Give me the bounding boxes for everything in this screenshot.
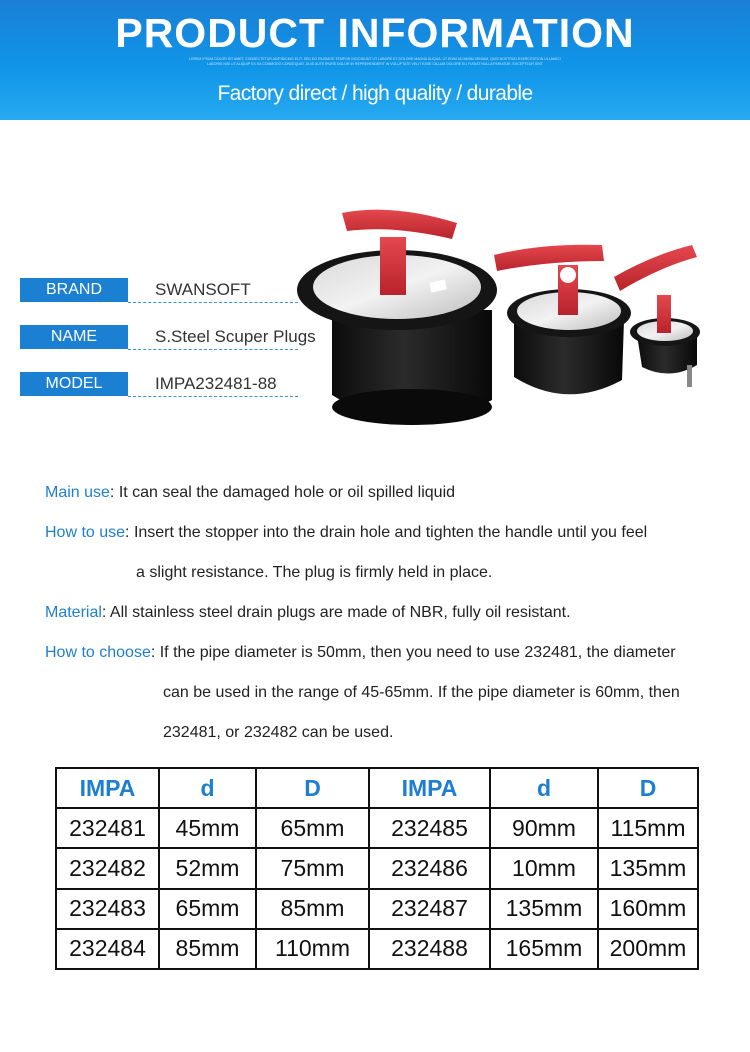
table-cell: 165mm — [490, 929, 598, 969]
table-cell: 65mm — [159, 889, 256, 929]
spec-label-brand: BRAND — [20, 278, 128, 302]
table-cell: 65mm — [256, 808, 369, 848]
spec-row-model — [20, 372, 320, 398]
table-cell: 232486 — [369, 848, 490, 888]
desc-how-to-use-cont: a slight resistance. The plug is firmly held in place. — [136, 564, 493, 581]
table-header: IMPA — [56, 768, 159, 808]
table-cell: 232482 — [56, 848, 159, 888]
table-cell: 232485 — [369, 808, 490, 848]
table-cell: 45mm — [159, 808, 256, 848]
table-header: D — [598, 768, 698, 808]
table-cell: 160mm — [598, 889, 698, 929]
desc-main-use — [45, 484, 745, 502]
desc-material — [45, 604, 745, 622]
spec-row-name — [20, 325, 320, 351]
table-cell: 135mm — [598, 848, 698, 888]
table-cell: 10mm — [490, 848, 598, 888]
table-row — [56, 848, 698, 888]
table-header: D — [256, 768, 369, 808]
table-header: d — [159, 768, 256, 808]
table-cell: 200mm — [598, 929, 698, 969]
desc-key: Material — [45, 604, 102, 621]
table-cell: 52mm — [159, 848, 256, 888]
table-row — [56, 889, 698, 929]
table-cell: 110mm — [256, 929, 369, 969]
desc-key: How to choose — [45, 644, 151, 661]
table-cell: 232488 — [369, 929, 490, 969]
table-cell: 85mm — [159, 929, 256, 969]
plug-large — [297, 210, 497, 425]
spec-divider — [128, 349, 298, 350]
page-title: PRODUCT INFORMATION — [115, 10, 635, 56]
table-header-row — [56, 768, 698, 808]
plug-medium — [494, 245, 631, 395]
size-table — [55, 767, 699, 970]
spec-value-brand: SWANSOFT — [155, 280, 251, 299]
spec-value-model: IMPA232481-88 — [155, 374, 277, 393]
table-cell: 135mm — [490, 889, 598, 929]
table-cell: 232484 — [56, 929, 159, 969]
table-cell: 115mm — [598, 808, 698, 848]
desc-key: How to use — [45, 524, 126, 541]
spec-label-name: NAME — [20, 325, 128, 349]
table-cell: 85mm — [256, 889, 369, 929]
spec-label-model: MODEL — [20, 372, 128, 396]
table-cell: 232483 — [56, 889, 159, 929]
desc-how-to-choose-cont1: can be used in the range of 45-65mm. If the pipe diameter is 60mm, then — [163, 684, 680, 701]
table-header: IMPA — [369, 768, 490, 808]
table-header: d — [490, 768, 598, 808]
desc-key: Main use — [45, 484, 110, 501]
desc-how-to-choose-cont2: 232481, or 232482 can be used. — [163, 724, 394, 741]
desc-how-to-use — [45, 524, 745, 542]
table-cell: 232487 — [369, 889, 490, 929]
desc-text: : If the pipe diameter is 50mm, then you need to use 232481, the diameter — [150, 644, 676, 661]
table-cell: 232481 — [56, 808, 159, 848]
desc-text: : It can seal the damaged hole or oil spilled liquid — [109, 484, 456, 501]
desc-text: : All stainless steel drain plugs are made of NBR, fully oil resistant. — [101, 604, 571, 621]
spec-row-brand — [20, 278, 320, 304]
header-banner — [0, 0, 750, 120]
spec-divider — [128, 396, 298, 397]
spec-divider — [128, 302, 298, 303]
table-row — [56, 929, 698, 969]
product-image — [292, 195, 732, 445]
banner-subtitle: Factory direct / high quality / durable — [217, 82, 533, 105]
table-row — [56, 808, 698, 848]
table-cell: 90mm — [490, 808, 598, 848]
table-cell: 75mm — [256, 848, 369, 888]
spec-value-name: S.Steel Scuper Plugs — [155, 327, 316, 346]
banner-fine-print: LOREM IPSUM DOLOR SIT AMET, CONSECTETUR ADIPISICING ELIT, SED DO EIUSMOD TEMPOR INCIDIDUNT UT LABORE ET DOLORE MAGNA ALIQUA. UT ENIM AD MINIM VENIAM, QUIS NOSTRUD EXERCITATION ULLAMCO LABORIS NISI UT ALIQUIP EX EA COMMODO CONSEQUAT. DUIS AUTE IRURE DOLOR IN REPREHENDERIT IN VOLUPTATE VELIT ESSE CILLUM DOLORE EU FUGIAT NULLA PARIATUR. EXCEPTEUR SINT — [188, 57, 562, 66]
desc-how-to-choose — [45, 644, 745, 662]
desc-text: : Insert the stopper into the drain hole and tighten the handle until you feel — [125, 524, 648, 541]
